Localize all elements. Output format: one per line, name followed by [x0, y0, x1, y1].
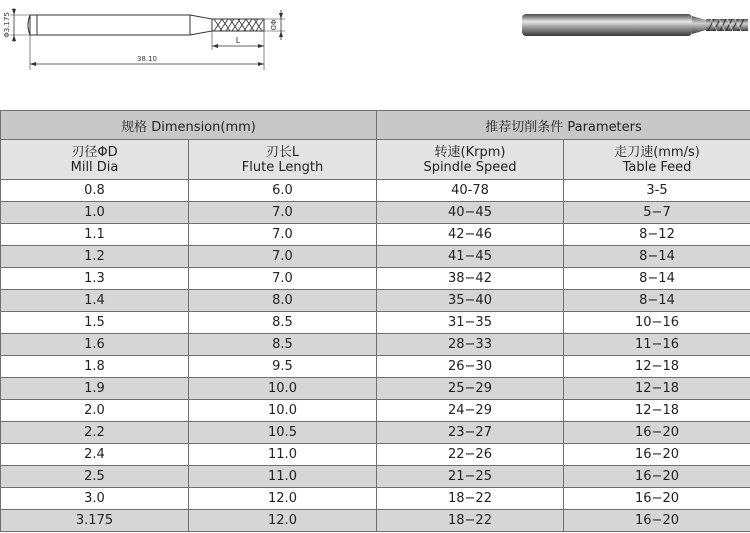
flute-length-label: L	[235, 36, 241, 45]
mill-dia-cell: 1.6	[1, 334, 189, 356]
spindle-speed-cell: 24−29	[377, 400, 564, 422]
table-row	[1, 488, 750, 510]
spindle-speed-cell: 42−46	[377, 224, 564, 246]
mill-dia-cell: 3.175	[1, 510, 189, 532]
tool-render	[522, 14, 748, 36]
overall-length-label: 38.10	[136, 55, 158, 63]
mill-dia-label: ΦD	[269, 19, 277, 31]
table-feed-cell: 8−14	[564, 246, 750, 268]
table-row	[1, 466, 750, 488]
table-row	[1, 356, 750, 378]
mill-dia-cell: 1.3	[1, 268, 189, 290]
table-row	[1, 400, 750, 422]
flute-length-cell: 7.0	[189, 202, 377, 224]
table-feed-cell: 16−20	[564, 422, 750, 444]
flute-length-cell: 11.0	[189, 444, 377, 466]
mill-dia-cell: 2.4	[1, 444, 189, 466]
table-row	[1, 312, 750, 334]
table-feed-cell: 3-5	[564, 180, 750, 202]
flute-length-cell: 10.5	[189, 422, 377, 444]
flute-length-cell: 12.0	[189, 510, 377, 532]
table-feed-cell: 11−16	[564, 334, 750, 356]
table-feed-cell: 12−18	[564, 356, 750, 378]
flute-length-cell: 7.0	[189, 268, 377, 290]
shank-dia-label: Φ3.175	[3, 12, 11, 38]
spindle-speed-cell: 25−29	[377, 378, 564, 400]
flute-length-cell: 10.0	[189, 378, 377, 400]
spindle-speed-cell: 23−27	[377, 422, 564, 444]
mill-dia-cell: 3.0	[1, 488, 189, 510]
table-feed-cell: 12−18	[564, 378, 750, 400]
spec-table-body	[1, 180, 750, 532]
table-row	[1, 180, 750, 202]
table-feed-cell: 16−20	[564, 510, 750, 532]
col-header-flute-length: 刃长L Flute Length	[189, 140, 377, 180]
flute-length-cell: 8.5	[189, 312, 377, 334]
dimension-group-header: 规格 Dimension(mm)	[1, 111, 377, 140]
flute-length-cell: 6.0	[189, 180, 377, 202]
mill-dia-cell: 2.0	[1, 400, 189, 422]
col-header-table-feed: 走刀速(mm/s) Table Feed	[564, 140, 750, 180]
spindle-speed-cell: 18−22	[377, 510, 564, 532]
flute-length-cell: 8.0	[189, 290, 377, 312]
table-row	[1, 444, 750, 466]
spec-table	[0, 110, 750, 532]
mill-dia-cell: 1.5	[1, 312, 189, 334]
table-row	[1, 268, 750, 290]
flute-length-cell: 7.0	[189, 246, 377, 268]
spindle-speed-cell: 21−25	[377, 466, 564, 488]
flute-length-cell: 9.5	[189, 356, 377, 378]
table-row	[1, 246, 750, 268]
table-row	[1, 422, 750, 444]
spindle-speed-cell: 26−30	[377, 356, 564, 378]
table-row	[1, 202, 750, 224]
spindle-speed-cell: 41−45	[377, 246, 564, 268]
table-row	[1, 334, 750, 356]
spindle-speed-cell: 40-78	[377, 180, 564, 202]
table-feed-cell: 8−12	[564, 224, 750, 246]
table-row	[1, 510, 750, 532]
mill-dia-cell: 2.2	[1, 422, 189, 444]
spindle-speed-cell: 31−35	[377, 312, 564, 334]
mill-dia-cell: 1.9	[1, 378, 189, 400]
mill-dia-cell: 1.0	[1, 202, 189, 224]
flute-length-cell: 12.0	[189, 488, 377, 510]
table-feed-cell: 16−20	[564, 444, 750, 466]
mill-dia-cell: 1.4	[1, 290, 189, 312]
table-feed-cell: 16−20	[564, 488, 750, 510]
flute-length-cell: 10.0	[189, 400, 377, 422]
table-feed-cell: 12−18	[564, 400, 750, 422]
mill-dia-cell: 0.8	[1, 180, 189, 202]
mill-dia-cell: 1.2	[1, 246, 189, 268]
spindle-speed-cell: 35−40	[377, 290, 564, 312]
col-header-mill-dia: 刃径ΦD Mill Dia	[1, 140, 189, 180]
tool-drawing	[0, 0, 750, 100]
flute-length-cell: 7.0	[189, 224, 377, 246]
table-feed-cell: 8−14	[564, 268, 750, 290]
parameters-group-header: 推荐切削条件 Parameters	[377, 111, 750, 140]
spindle-speed-cell: 38−42	[377, 268, 564, 290]
flute-length-cell: 8.5	[189, 334, 377, 356]
spindle-speed-cell: 22−26	[377, 444, 564, 466]
spindle-speed-cell: 40−45	[377, 202, 564, 224]
table-feed-cell: 16−20	[564, 466, 750, 488]
table-feed-cell: 8−14	[564, 290, 750, 312]
mill-dia-cell: 2.5	[1, 466, 189, 488]
flute-length-cell: 11.0	[189, 466, 377, 488]
table-row	[1, 224, 750, 246]
col-header-spindle-speed: 转速(Krpm) Spindle Speed	[377, 140, 564, 180]
table-row	[1, 378, 750, 400]
table-feed-cell: 5−7	[564, 202, 750, 224]
table-row	[1, 290, 750, 312]
spindle-speed-cell: 28−33	[377, 334, 564, 356]
table-feed-cell: 10−16	[564, 312, 750, 334]
mill-dia-cell: 1.8	[1, 356, 189, 378]
mill-dia-cell: 1.1	[1, 224, 189, 246]
spindle-speed-cell: 18−22	[377, 488, 564, 510]
